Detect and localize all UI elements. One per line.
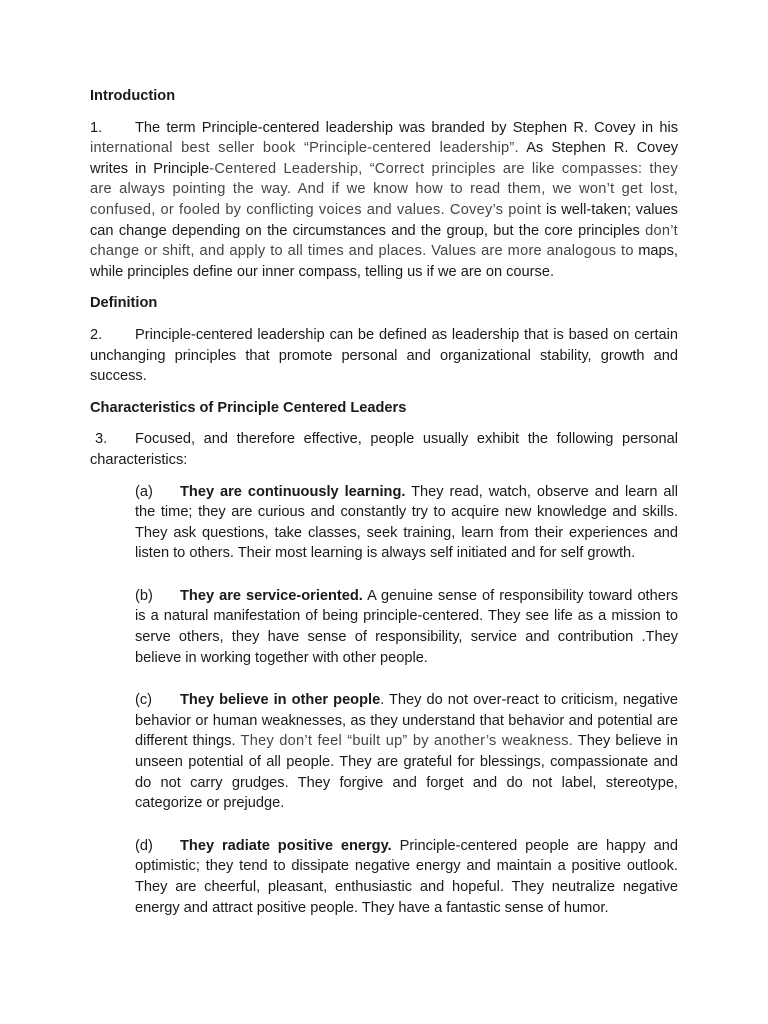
paragraph-3-text: Focused, and therefore effective, people usually exhibit the following personal characteristics:	[90, 431, 678, 468]
item-c-built-up: They don’t feel “built up” by another’s weakness.	[235, 733, 574, 750]
item-a-text: They read, watch, observe and learn all the time; they are curious and constantly try to acquire new knowledge and skills. They ask questions, take classes, seek training, learn from their experiences and listen to others. Their most learning is always self initiated and for self growth.	[135, 483, 678, 562]
characteristics-heading: Characteristics of Principle Centered Leaders	[90, 399, 407, 416]
paragraph-1-values-analogy: don’t change or shift, and apply to all times and places. Values are more analogous to	[90, 222, 678, 260]
characteristic-item-a	[135, 482, 678, 564]
paragraph-1-line-a: The term Principle-centered leadership was branded by Stephen R. Covey in his	[135, 119, 678, 136]
paragraph-1-compass: maps, while principles define our inner compass, telling us if we are on course.	[90, 243, 678, 280]
paragraph-3-number: 3.	[95, 431, 108, 448]
paragraph-3	[90, 429, 678, 470]
item-c-label: (c)	[135, 692, 153, 709]
item-b-label: (b)	[135, 587, 153, 604]
paragraph-2	[90, 325, 678, 387]
paragraph-2-number: 2.	[90, 326, 103, 343]
item-b-lead: They are service-oriented.	[180, 587, 363, 604]
characteristic-item-c	[135, 690, 678, 814]
item-a-lead: They are continuously learning.	[180, 483, 406, 500]
definition-heading: Definition	[90, 295, 158, 312]
paragraph-1-quote: -Centered Leadership, “Correct principles are like compasses: they are always pointing the way. And if we know how to read them, we won’t get lost, confused, or fooled by conflicting voices and values. Covey’s point	[90, 160, 678, 218]
introduction-heading: Introduction	[90, 88, 176, 104]
item-c-lead: They believe in other people	[180, 692, 381, 709]
item-b-text: A genuine sense of responsibility toward others is a natural manifestation of being principle-centered. They see life as a mission to serve others, they have sense of responsibility, service and contribution .They believe in working together with other people.	[135, 587, 679, 666]
paragraph-2-text: Principle-centered leadership can be defined as leadership that is based on certain unchanging principles that promote personal and organizational stability, growth and success.	[90, 326, 678, 385]
item-d-label: (d)	[135, 837, 153, 854]
paragraph-1-covey-writes: As Stephen R. Covey writes in Principle	[90, 140, 678, 177]
paragraph-1-book-title: international best seller book “Principle-centered leadership”.	[90, 140, 519, 157]
item-c-text: . They do not over-react to criticism, negative behavior or human weaknesses, as they understand that behavior and potential are different things.	[135, 692, 678, 750]
item-a-label: (a)	[135, 483, 153, 500]
item-c-tail: They believe in unseen potential of all people. They are grateful for blessings, compassionate and do not carry grudges. They forgive and forget and do not label, stereotype, categorize or prejudge.	[135, 733, 678, 812]
item-d-text: Principle-centered people are happy and optimistic; they tend to dissipate negative energy and maintain a positive outlook. They are cheerful, pleasant, enthusiastic and hopeful. They neutralize negative energy and attract positive people. They have a fantastic sense of humor.	[135, 837, 679, 916]
paragraph-1-well-taken: is well-taken; values can change depending on the circumstances and the group, but the core principles	[90, 201, 678, 239]
paragraph-1	[90, 118, 678, 283]
paragraph-1-number: 1.	[90, 119, 103, 136]
document-body	[90, 86, 678, 940]
characteristic-item-b	[135, 586, 678, 668]
item-d-lead: They radiate positive energy.	[180, 837, 392, 854]
characteristic-item-d	[135, 836, 678, 918]
